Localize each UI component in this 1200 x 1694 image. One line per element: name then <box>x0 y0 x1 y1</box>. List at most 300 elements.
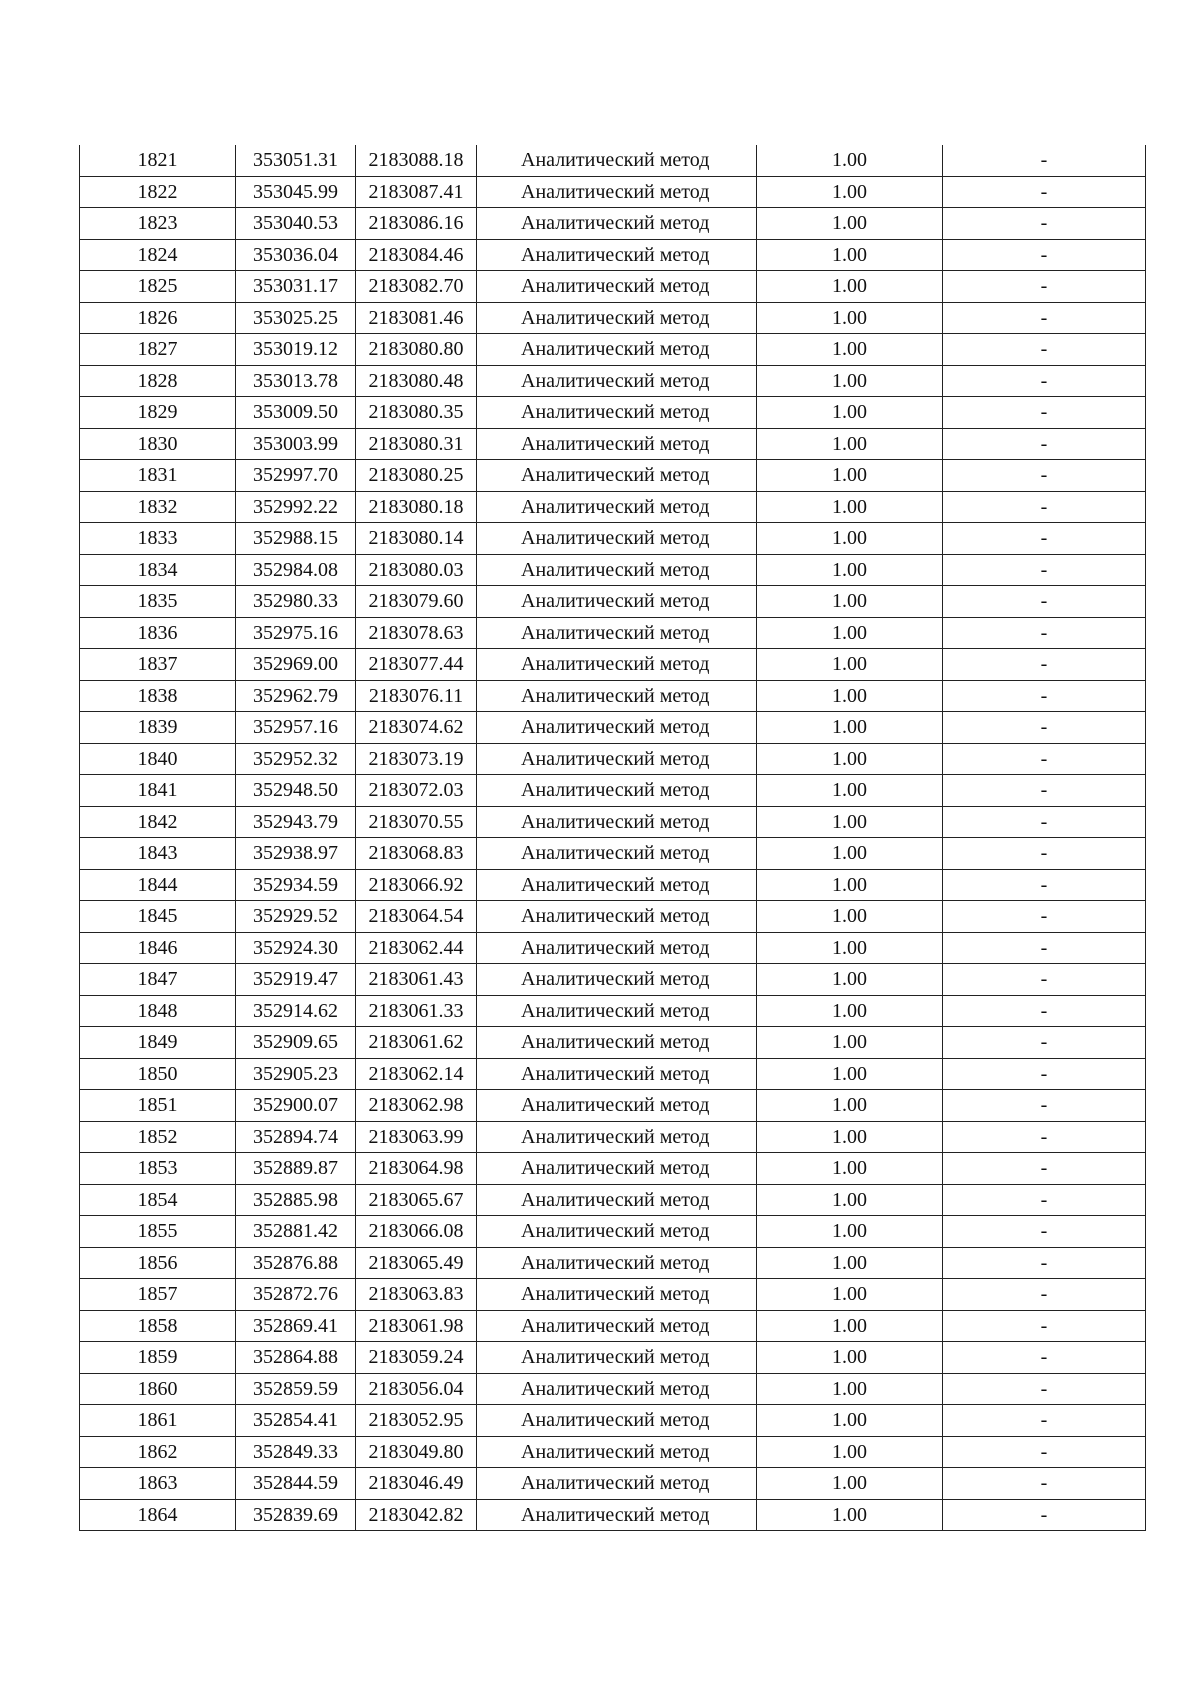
accuracy-cell: 1.00 <box>757 491 943 523</box>
method-cell: Аналитический метод <box>477 554 757 586</box>
method-cell: Аналитический метод <box>477 869 757 901</box>
x-coordinate-cell: 352905.23 <box>236 1058 356 1090</box>
table-row <box>80 365 1146 397</box>
y-coordinate-cell: 2183064.54 <box>356 901 477 933</box>
method-cell: Аналитический метод <box>477 271 757 303</box>
method-cell: Аналитический метод <box>477 1499 757 1531</box>
y-coordinate-cell: 2183080.25 <box>356 460 477 492</box>
description-cell: - <box>943 1058 1146 1090</box>
accuracy-cell: 1.00 <box>757 932 943 964</box>
table-row <box>80 1499 1146 1531</box>
description-cell: - <box>943 1499 1146 1531</box>
x-coordinate-cell: 353003.99 <box>236 428 356 460</box>
description-cell: - <box>943 523 1146 555</box>
accuracy-cell: 1.00 <box>757 806 943 838</box>
description-cell: - <box>943 838 1146 870</box>
description-cell: - <box>943 397 1146 429</box>
point-number-cell: 1862 <box>80 1436 236 1468</box>
y-coordinate-cell: 2183061.98 <box>356 1310 477 1342</box>
method-cell: Аналитический метод <box>477 680 757 712</box>
table-row <box>80 302 1146 334</box>
point-number-cell: 1850 <box>80 1058 236 1090</box>
method-cell: Аналитический метод <box>477 775 757 807</box>
accuracy-cell: 1.00 <box>757 1247 943 1279</box>
y-coordinate-cell: 2183082.70 <box>356 271 477 303</box>
method-cell: Аналитический метод <box>477 1468 757 1500</box>
y-coordinate-cell: 2183042.82 <box>356 1499 477 1531</box>
x-coordinate-cell: 353019.12 <box>236 334 356 366</box>
description-cell: - <box>943 775 1146 807</box>
table-row <box>80 1121 1146 1153</box>
description-cell: - <box>943 995 1146 1027</box>
accuracy-cell: 1.00 <box>757 365 943 397</box>
table-row <box>80 523 1146 555</box>
description-cell: - <box>943 176 1146 208</box>
accuracy-cell: 1.00 <box>757 1373 943 1405</box>
point-number-cell: 1849 <box>80 1027 236 1059</box>
y-coordinate-cell: 2183068.83 <box>356 838 477 870</box>
description-cell: - <box>943 334 1146 366</box>
method-cell: Аналитический метод <box>477 428 757 460</box>
table-row <box>80 271 1146 303</box>
description-cell: - <box>943 1247 1146 1279</box>
accuracy-cell: 1.00 <box>757 743 943 775</box>
description-cell: - <box>943 680 1146 712</box>
y-coordinate-cell: 2183077.44 <box>356 649 477 681</box>
accuracy-cell: 1.00 <box>757 1499 943 1531</box>
table-row <box>80 712 1146 744</box>
method-cell: Аналитический метод <box>477 1216 757 1248</box>
accuracy-cell: 1.00 <box>757 680 943 712</box>
y-coordinate-cell: 2183080.35 <box>356 397 477 429</box>
accuracy-cell: 1.00 <box>757 1184 943 1216</box>
table-row <box>80 208 1146 240</box>
x-coordinate-cell: 352984.08 <box>236 554 356 586</box>
description-cell: - <box>943 302 1146 334</box>
y-coordinate-cell: 2183056.04 <box>356 1373 477 1405</box>
accuracy-cell: 1.00 <box>757 869 943 901</box>
y-coordinate-cell: 2183080.18 <box>356 491 477 523</box>
description-cell: - <box>943 460 1146 492</box>
table-row <box>80 680 1146 712</box>
table-row <box>80 491 1146 523</box>
accuracy-cell: 1.00 <box>757 1153 943 1185</box>
method-cell: Аналитический метод <box>477 901 757 933</box>
point-number-cell: 1845 <box>80 901 236 933</box>
table-row <box>80 1342 1146 1374</box>
x-coordinate-cell: 353036.04 <box>236 239 356 271</box>
y-coordinate-cell: 2183081.46 <box>356 302 477 334</box>
x-coordinate-cell: 352869.41 <box>236 1310 356 1342</box>
method-cell: Аналитический метод <box>477 932 757 964</box>
description-cell: - <box>943 365 1146 397</box>
point-number-cell: 1860 <box>80 1373 236 1405</box>
point-number-cell: 1826 <box>80 302 236 334</box>
method-cell: Аналитический метод <box>477 365 757 397</box>
x-coordinate-cell: 353040.53 <box>236 208 356 240</box>
y-coordinate-cell: 2183088.18 <box>356 145 477 176</box>
method-cell: Аналитический метод <box>477 1436 757 1468</box>
method-cell: Аналитический метод <box>477 1342 757 1374</box>
x-coordinate-cell: 352854.41 <box>236 1405 356 1437</box>
point-number-cell: 1831 <box>80 460 236 492</box>
table-row <box>80 1247 1146 1279</box>
accuracy-cell: 1.00 <box>757 1216 943 1248</box>
accuracy-cell: 1.00 <box>757 554 943 586</box>
point-number-cell: 1844 <box>80 869 236 901</box>
y-coordinate-cell: 2183073.19 <box>356 743 477 775</box>
accuracy-cell: 1.00 <box>757 775 943 807</box>
description-cell: - <box>943 1342 1146 1374</box>
description-cell: - <box>943 208 1146 240</box>
table-row <box>80 1216 1146 1248</box>
description-cell: - <box>943 428 1146 460</box>
accuracy-cell: 1.00 <box>757 901 943 933</box>
table-row <box>80 334 1146 366</box>
point-number-cell: 1828 <box>80 365 236 397</box>
x-coordinate-cell: 353051.31 <box>236 145 356 176</box>
description-cell: - <box>943 1090 1146 1122</box>
table-row <box>80 901 1146 933</box>
x-coordinate-cell: 352881.42 <box>236 1216 356 1248</box>
accuracy-cell: 1.00 <box>757 1121 943 1153</box>
accuracy-cell: 1.00 <box>757 428 943 460</box>
accuracy-cell: 1.00 <box>757 649 943 681</box>
method-cell: Аналитический метод <box>477 1090 757 1122</box>
table-row <box>80 1279 1146 1311</box>
description-cell: - <box>943 1184 1146 1216</box>
table-row <box>80 1436 1146 1468</box>
method-cell: Аналитический метод <box>477 1153 757 1185</box>
accuracy-cell: 1.00 <box>757 208 943 240</box>
accuracy-cell: 1.00 <box>757 1405 943 1437</box>
point-number-cell: 1851 <box>80 1090 236 1122</box>
y-coordinate-cell: 2183063.83 <box>356 1279 477 1311</box>
accuracy-cell: 1.00 <box>757 460 943 492</box>
description-cell: - <box>943 145 1146 176</box>
point-number-cell: 1822 <box>80 176 236 208</box>
y-coordinate-cell: 2183080.80 <box>356 334 477 366</box>
table-row <box>80 932 1146 964</box>
x-coordinate-cell: 352885.98 <box>236 1184 356 1216</box>
coordinates-table-body <box>80 145 1146 1531</box>
y-coordinate-cell: 2183080.14 <box>356 523 477 555</box>
x-coordinate-cell: 352997.70 <box>236 460 356 492</box>
x-coordinate-cell: 352948.50 <box>236 775 356 807</box>
y-coordinate-cell: 2183086.16 <box>356 208 477 240</box>
point-number-cell: 1859 <box>80 1342 236 1374</box>
table-row <box>80 176 1146 208</box>
method-cell: Аналитический метод <box>477 743 757 775</box>
point-number-cell: 1834 <box>80 554 236 586</box>
y-coordinate-cell: 2183078.63 <box>356 617 477 649</box>
description-cell: - <box>943 1279 1146 1311</box>
point-number-cell: 1838 <box>80 680 236 712</box>
method-cell: Аналитический метод <box>477 145 757 176</box>
x-coordinate-cell: 353009.50 <box>236 397 356 429</box>
y-coordinate-cell: 2183079.60 <box>356 586 477 618</box>
x-coordinate-cell: 352957.16 <box>236 712 356 744</box>
point-number-cell: 1837 <box>80 649 236 681</box>
description-cell: - <box>943 554 1146 586</box>
y-coordinate-cell: 2183061.62 <box>356 1027 477 1059</box>
accuracy-cell: 1.00 <box>757 1310 943 1342</box>
point-number-cell: 1836 <box>80 617 236 649</box>
point-number-cell: 1839 <box>80 712 236 744</box>
method-cell: Аналитический метод <box>477 838 757 870</box>
description-cell: - <box>943 239 1146 271</box>
table-row <box>80 145 1146 176</box>
point-number-cell: 1863 <box>80 1468 236 1500</box>
description-cell: - <box>943 712 1146 744</box>
method-cell: Аналитический метод <box>477 176 757 208</box>
point-number-cell: 1857 <box>80 1279 236 1311</box>
method-cell: Аналитический метод <box>477 1310 757 1342</box>
table-row <box>80 1468 1146 1500</box>
y-coordinate-cell: 2183076.11 <box>356 680 477 712</box>
point-number-cell: 1827 <box>80 334 236 366</box>
x-coordinate-cell: 352929.52 <box>236 901 356 933</box>
point-number-cell: 1840 <box>80 743 236 775</box>
x-coordinate-cell: 352909.65 <box>236 1027 356 1059</box>
accuracy-cell: 1.00 <box>757 617 943 649</box>
method-cell: Аналитический метод <box>477 523 757 555</box>
accuracy-cell: 1.00 <box>757 1436 943 1468</box>
method-cell: Аналитический метод <box>477 1247 757 1279</box>
table-row <box>80 617 1146 649</box>
description-cell: - <box>943 932 1146 964</box>
point-number-cell: 1847 <box>80 964 236 996</box>
point-number-cell: 1852 <box>80 1121 236 1153</box>
accuracy-cell: 1.00 <box>757 334 943 366</box>
x-coordinate-cell: 352900.07 <box>236 1090 356 1122</box>
method-cell: Аналитический метод <box>477 239 757 271</box>
x-coordinate-cell: 352889.87 <box>236 1153 356 1185</box>
point-number-cell: 1856 <box>80 1247 236 1279</box>
x-coordinate-cell: 352876.88 <box>236 1247 356 1279</box>
point-number-cell: 1825 <box>80 271 236 303</box>
table-row <box>80 743 1146 775</box>
method-cell: Аналитический метод <box>477 1405 757 1437</box>
y-coordinate-cell: 2183070.55 <box>356 806 477 838</box>
accuracy-cell: 1.00 <box>757 1090 943 1122</box>
description-cell: - <box>943 617 1146 649</box>
y-coordinate-cell: 2183080.03 <box>356 554 477 586</box>
table-row <box>80 649 1146 681</box>
x-coordinate-cell: 352992.22 <box>236 491 356 523</box>
y-coordinate-cell: 2183064.98 <box>356 1153 477 1185</box>
method-cell: Аналитический метод <box>477 334 757 366</box>
x-coordinate-cell: 352975.16 <box>236 617 356 649</box>
table-row <box>80 1184 1146 1216</box>
x-coordinate-cell: 352894.74 <box>236 1121 356 1153</box>
x-coordinate-cell: 352943.79 <box>236 806 356 838</box>
table-row <box>80 1373 1146 1405</box>
description-cell: - <box>943 743 1146 775</box>
y-coordinate-cell: 2183080.31 <box>356 428 477 460</box>
table-row <box>80 554 1146 586</box>
x-coordinate-cell: 352962.79 <box>236 680 356 712</box>
y-coordinate-cell: 2183062.98 <box>356 1090 477 1122</box>
table-row <box>80 1153 1146 1185</box>
point-number-cell: 1858 <box>80 1310 236 1342</box>
point-number-cell: 1824 <box>80 239 236 271</box>
table-row <box>80 775 1146 807</box>
accuracy-cell: 1.00 <box>757 838 943 870</box>
y-coordinate-cell: 2183074.62 <box>356 712 477 744</box>
accuracy-cell: 1.00 <box>757 1342 943 1374</box>
method-cell: Аналитический метод <box>477 1373 757 1405</box>
table-row <box>80 806 1146 838</box>
y-coordinate-cell: 2183066.08 <box>356 1216 477 1248</box>
point-number-cell: 1841 <box>80 775 236 807</box>
point-number-cell: 1854 <box>80 1184 236 1216</box>
y-coordinate-cell: 2183065.49 <box>356 1247 477 1279</box>
x-coordinate-cell: 352914.62 <box>236 995 356 1027</box>
x-coordinate-cell: 352839.69 <box>236 1499 356 1531</box>
table-row <box>80 1090 1146 1122</box>
y-coordinate-cell: 2183062.44 <box>356 932 477 964</box>
x-coordinate-cell: 352864.88 <box>236 1342 356 1374</box>
x-coordinate-cell: 353031.17 <box>236 271 356 303</box>
y-coordinate-cell: 2183063.99 <box>356 1121 477 1153</box>
table-row <box>80 995 1146 1027</box>
point-number-cell: 1830 <box>80 428 236 460</box>
accuracy-cell: 1.00 <box>757 995 943 1027</box>
accuracy-cell: 1.00 <box>757 586 943 618</box>
x-coordinate-cell: 352859.59 <box>236 1373 356 1405</box>
point-number-cell: 1832 <box>80 491 236 523</box>
accuracy-cell: 1.00 <box>757 176 943 208</box>
description-cell: - <box>943 1121 1146 1153</box>
x-coordinate-cell: 352980.33 <box>236 586 356 618</box>
table-row <box>80 1058 1146 1090</box>
method-cell: Аналитический метод <box>477 1027 757 1059</box>
y-coordinate-cell: 2183061.43 <box>356 964 477 996</box>
description-cell: - <box>943 586 1146 618</box>
table-row <box>80 869 1146 901</box>
description-cell: - <box>943 1027 1146 1059</box>
description-cell: - <box>943 1373 1146 1405</box>
y-coordinate-cell: 2183080.48 <box>356 365 477 397</box>
table-row <box>80 964 1146 996</box>
method-cell: Аналитический метод <box>477 1058 757 1090</box>
description-cell: - <box>943 491 1146 523</box>
x-coordinate-cell: 353025.25 <box>236 302 356 334</box>
y-coordinate-cell: 2183087.41 <box>356 176 477 208</box>
table-row <box>80 1027 1146 1059</box>
point-number-cell: 1829 <box>80 397 236 429</box>
x-coordinate-cell: 352988.15 <box>236 523 356 555</box>
point-number-cell: 1833 <box>80 523 236 555</box>
x-coordinate-cell: 352849.33 <box>236 1436 356 1468</box>
method-cell: Аналитический метод <box>477 491 757 523</box>
table-row <box>80 397 1146 429</box>
description-cell: - <box>943 1468 1146 1500</box>
method-cell: Аналитический метод <box>477 397 757 429</box>
method-cell: Аналитический метод <box>477 712 757 744</box>
table-row <box>80 460 1146 492</box>
method-cell: Аналитический метод <box>477 995 757 1027</box>
accuracy-cell: 1.00 <box>757 271 943 303</box>
method-cell: Аналитический метод <box>477 460 757 492</box>
table-row <box>80 1405 1146 1437</box>
point-number-cell: 1823 <box>80 208 236 240</box>
description-cell: - <box>943 964 1146 996</box>
y-coordinate-cell: 2183059.24 <box>356 1342 477 1374</box>
table-row <box>80 239 1146 271</box>
accuracy-cell: 1.00 <box>757 712 943 744</box>
accuracy-cell: 1.00 <box>757 397 943 429</box>
x-coordinate-cell: 352934.59 <box>236 869 356 901</box>
accuracy-cell: 1.00 <box>757 239 943 271</box>
method-cell: Аналитический метод <box>477 586 757 618</box>
accuracy-cell: 1.00 <box>757 964 943 996</box>
accuracy-cell: 1.00 <box>757 302 943 334</box>
description-cell: - <box>943 901 1146 933</box>
x-coordinate-cell: 352872.76 <box>236 1279 356 1311</box>
point-number-cell: 1864 <box>80 1499 236 1531</box>
description-cell: - <box>943 271 1146 303</box>
description-cell: - <box>943 1405 1146 1437</box>
accuracy-cell: 1.00 <box>757 145 943 176</box>
point-number-cell: 1861 <box>80 1405 236 1437</box>
method-cell: Аналитический метод <box>477 649 757 681</box>
point-number-cell: 1855 <box>80 1216 236 1248</box>
y-coordinate-cell: 2183084.46 <box>356 239 477 271</box>
point-number-cell: 1842 <box>80 806 236 838</box>
point-number-cell: 1853 <box>80 1153 236 1185</box>
description-cell: - <box>943 649 1146 681</box>
accuracy-cell: 1.00 <box>757 1468 943 1500</box>
point-number-cell: 1835 <box>80 586 236 618</box>
table-row <box>80 838 1146 870</box>
y-coordinate-cell: 2183066.92 <box>356 869 477 901</box>
description-cell: - <box>943 1310 1146 1342</box>
method-cell: Аналитический метод <box>477 1184 757 1216</box>
method-cell: Аналитический метод <box>477 1121 757 1153</box>
x-coordinate-cell: 353013.78 <box>236 365 356 397</box>
x-coordinate-cell: 352844.59 <box>236 1468 356 1500</box>
y-coordinate-cell: 2183072.03 <box>356 775 477 807</box>
y-coordinate-cell: 2183046.49 <box>356 1468 477 1500</box>
method-cell: Аналитический метод <box>477 1279 757 1311</box>
y-coordinate-cell: 2183062.14 <box>356 1058 477 1090</box>
description-cell: - <box>943 1216 1146 1248</box>
x-coordinate-cell: 352969.00 <box>236 649 356 681</box>
method-cell: Аналитический метод <box>477 617 757 649</box>
description-cell: - <box>943 1436 1146 1468</box>
y-coordinate-cell: 2183065.67 <box>356 1184 477 1216</box>
table-row <box>80 1310 1146 1342</box>
accuracy-cell: 1.00 <box>757 1279 943 1311</box>
description-cell: - <box>943 806 1146 838</box>
method-cell: Аналитический метод <box>477 964 757 996</box>
y-coordinate-cell: 2183061.33 <box>356 995 477 1027</box>
point-number-cell: 1821 <box>80 145 236 176</box>
point-number-cell: 1843 <box>80 838 236 870</box>
y-coordinate-cell: 2183052.95 <box>356 1405 477 1437</box>
coordinates-table <box>79 145 1146 1531</box>
method-cell: Аналитический метод <box>477 806 757 838</box>
method-cell: Аналитический метод <box>477 302 757 334</box>
accuracy-cell: 1.00 <box>757 1058 943 1090</box>
accuracy-cell: 1.00 <box>757 1027 943 1059</box>
point-number-cell: 1846 <box>80 932 236 964</box>
table-row <box>80 428 1146 460</box>
x-coordinate-cell: 353045.99 <box>236 176 356 208</box>
x-coordinate-cell: 352919.47 <box>236 964 356 996</box>
